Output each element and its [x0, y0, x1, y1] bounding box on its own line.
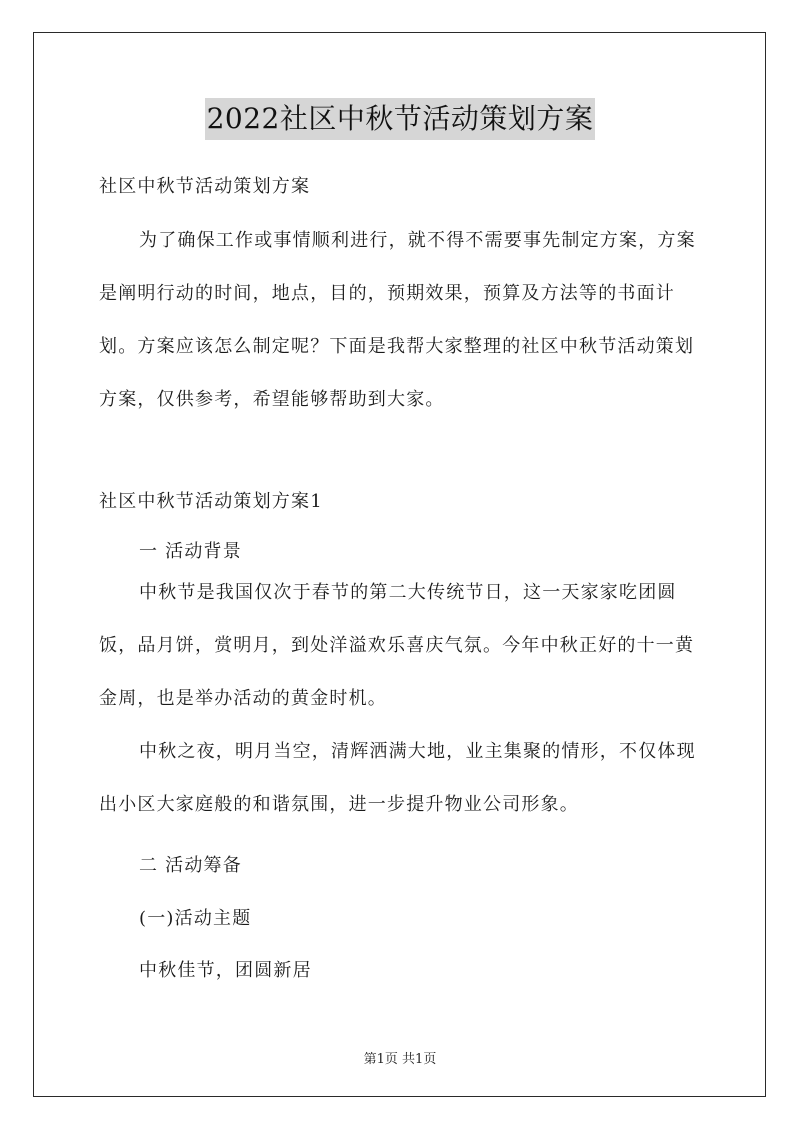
paragraph-mid-autumn-festival: 中秋节是我国仅次于春节的第二大传统节日，这一天家家吃团圆饭，品月饼，赏明月，到处洋溢欢乐喜庆气氛。今年中秋正好的十一黄金周，也是举办活动的黄金时机。: [99, 582, 695, 709]
activity-theme-text: 中秋佳节，团圆新居: [139, 960, 312, 981]
document-title: 2022社区中秋节活动策划方案: [205, 98, 596, 140]
subtitle-paragraph: 社区中秋节活动策划方案: [99, 176, 311, 197]
heading-activity-preparation: 二 活动筹备: [139, 855, 242, 876]
title-container: [0, 98, 800, 140]
heading-activity-theme: (一)活动主题: [139, 908, 252, 929]
section-heading: 社区中秋节活动策划方案1: [99, 491, 323, 512]
heading-activity-background: 一 活动背景: [139, 541, 242, 562]
intro-paragraph: 为了确保工作或事情顺利进行，就不得不需要事先制定方案，方案是阐明行动的时间，地点，目的，预期效果，预算及方法等的书面计划。方案应该怎么制定呢？下面是我帮大家整理的社区中秋节活动策划方案，仅供参考，希望能够帮助到大家。: [99, 230, 696, 410]
page-footer: 第1页 共1页: [363, 1052, 437, 1067]
paragraph-mid-autumn-night: 中秋之夜，明月当空，清辉洒满大地，业主集聚的情形，不仅体现出小区大家庭般的和谐氛围，进一步提升物业公司形象。: [99, 741, 696, 815]
